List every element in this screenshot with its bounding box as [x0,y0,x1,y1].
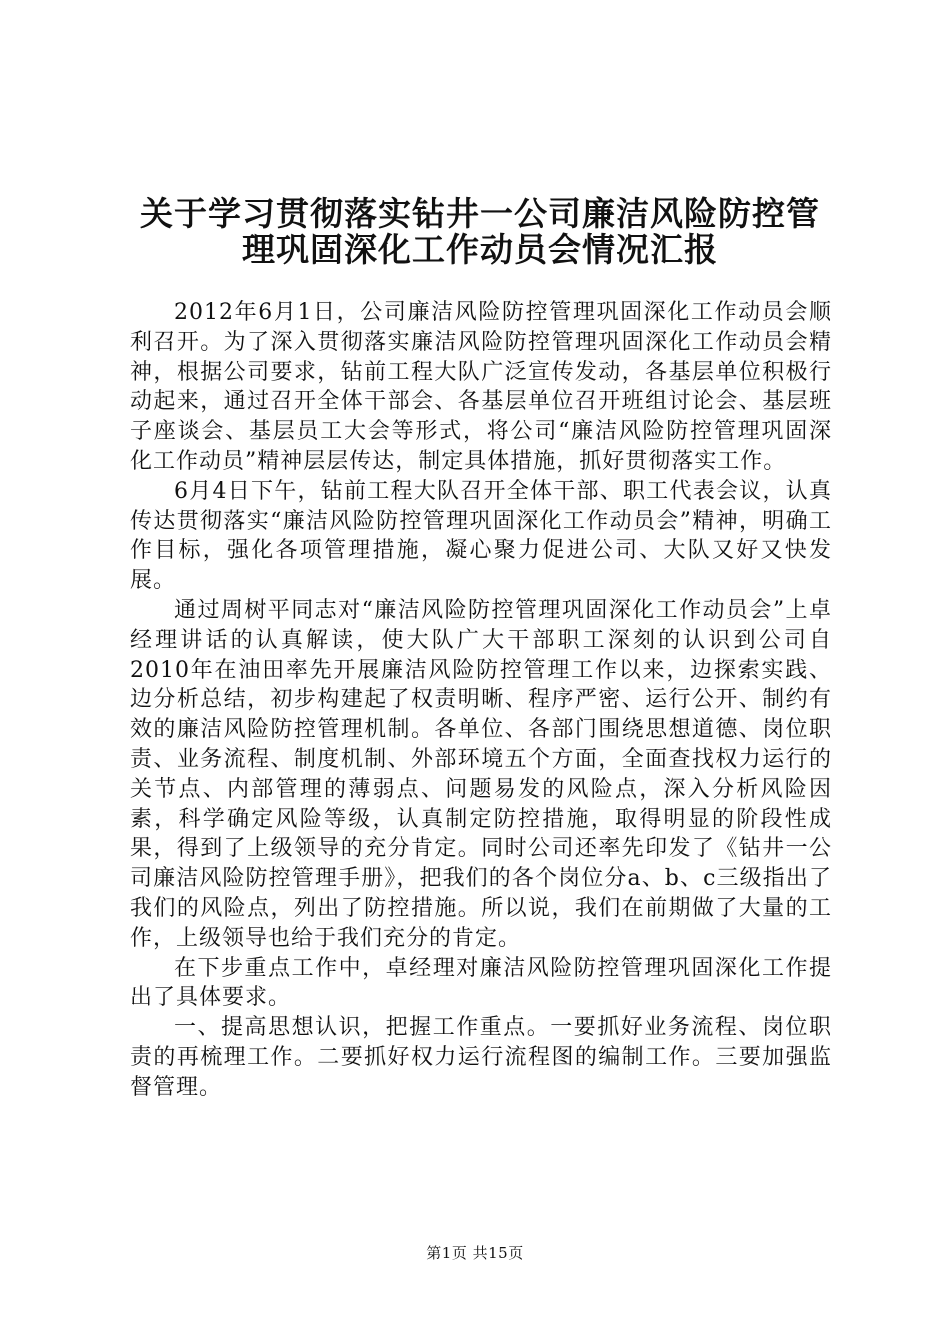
document-title-line-2: 理巩固深化工作动员会情况汇报 [242,230,718,269]
page-number-footer: 第1页 共15页 [426,1244,524,1262]
paragraph: 6月4日下午，钻前工程大队召开全体干部、职工代表会议，认真传达贯彻落实“廉洁风险防控管理巩固深化工作动员会”精神，明确工作目标，强化各项管理措施，凝心聚力促进公司、大队又好又快发展。 [130,478,832,594]
paragraph: 在下步重点工作中，卓经理对廉洁风险防控管理巩固深化工作提出了具体要求。 [130,955,832,1011]
document-title-line-1: 关于学习贯彻落实钻井一公司廉洁风险防控管 [140,194,820,233]
paragraph: 通过周树平同志对“廉洁风险防控管理巩固深化工作动员会”上卓经理讲话的认真解读，使大队广大干部职工深刻的认识到公司自2010年在油田率先开展廉洁风险防控管理工作以来，边探索实践、边分析总结，初步构建起了权责明晰、程序严密、运行公开、制约有效的廉洁风险防控管理机制。各单位、各部门围绕思想道德、岗位职责、业务流程、制度机制、外部环境五个方面，全面查找权力运行的关节点、内部管理的薄弱点、问题易发的风险点，深入分析风险因素，科学确定风险等级，认真制定防控措施，取得明显的阶段性成果，得到了上级领导的充分肯定。同时公司还率先印发了《钻井一公司廉洁风险防控管理手册》，把我们的各个岗位分a、b、c三级指出了我们的风险点，列出了防控措施。所以说，我们在前期做了大量的工作，上级领导也给于我们充分的肯定。 [130,597,832,951]
paragraph: 一、提高思想认识，把握工作重点。一要抓好业务流程、岗位职责的再梳理工作。二要抓好权力运行流程图的编制工作。三要加强监督管理。 [130,1015,832,1100]
paragraph: 2012年6月1日，公司廉洁风险防控管理巩固深化工作动员会顺利召开。为了深入贯彻落实廉洁风险防控管理巩固深化工作动员会精神，根据公司要求，钻前工程大队广泛宣传发动，各基层单位积极行动起来，通过召开全体干部会、各基层单位召开班组讨论会、基层班子座谈会、基层员工大会等形式，将公司“廉洁风险防控管理巩固深化工作动员”精神层层传达，制定具体措施，抓好贯彻落实工作。 [130,300,832,474]
document-body [130,298,832,1103]
